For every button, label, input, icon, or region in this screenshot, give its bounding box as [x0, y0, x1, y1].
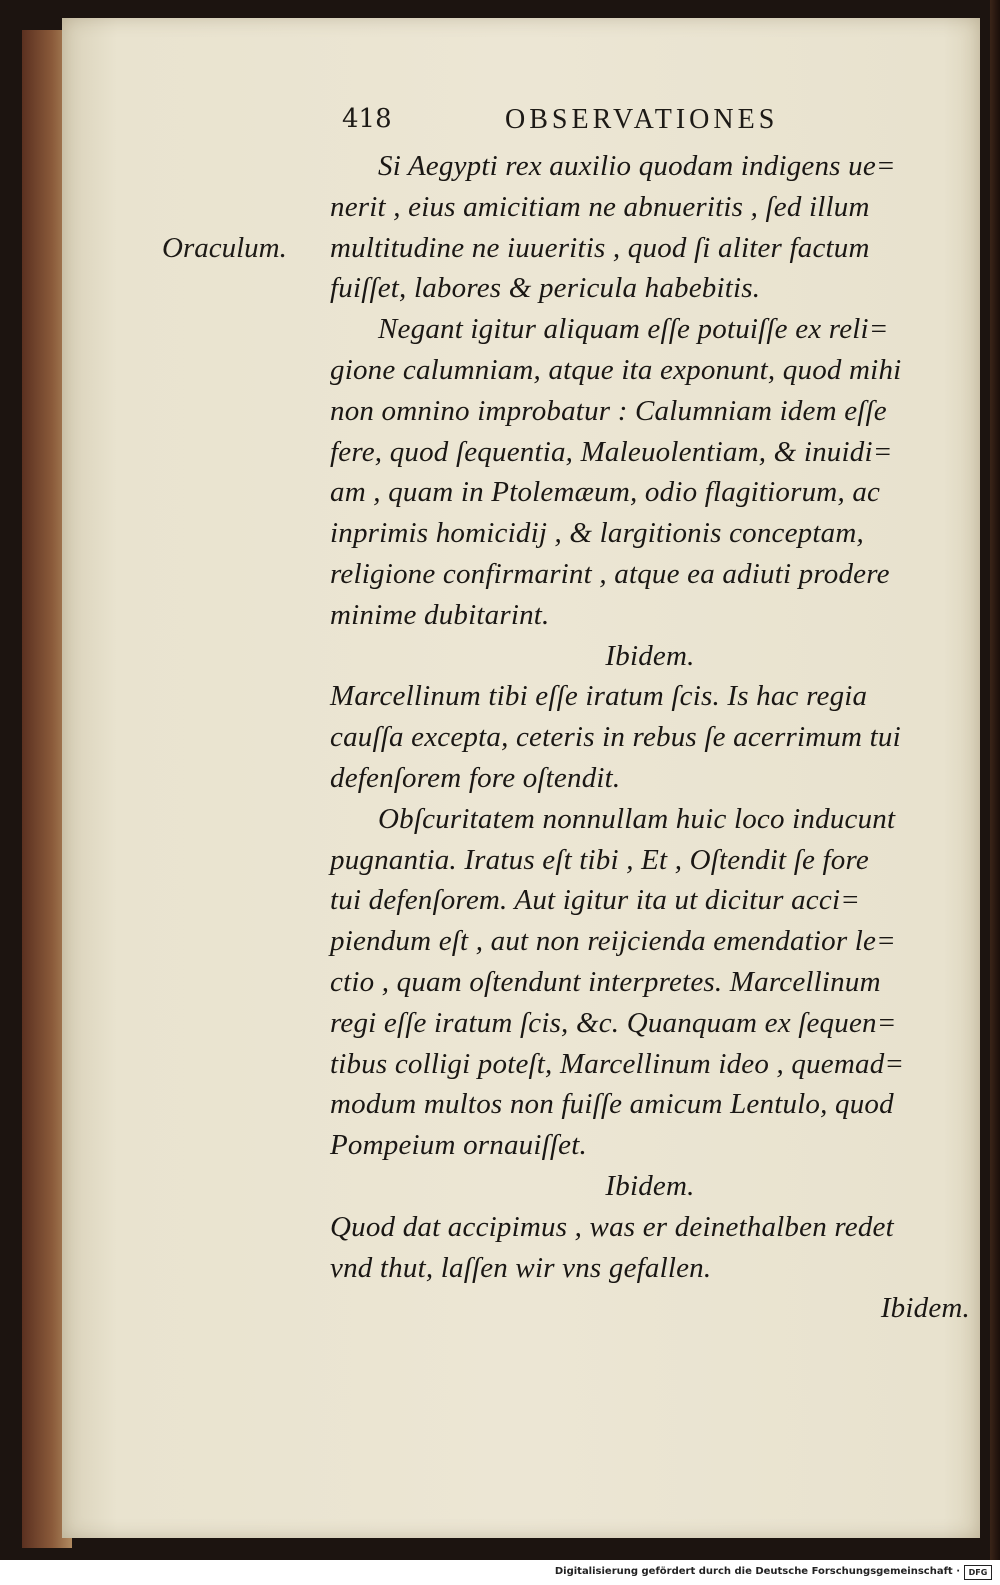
text-line: ctio , quam oſtendunt interpretes. Marcellinum [330, 965, 881, 998]
text-line: cauſſa excepta, ceteris in rebus ſe acerrimum tui [330, 721, 901, 754]
text-line: minime dubitarint. [330, 598, 550, 631]
text-line: piendum eſt , aut non reijcienda emendatior le= [330, 925, 896, 958]
text-line: multitudine ne iuueritis , quod ſi aliter factum [330, 231, 870, 264]
text-line: pugnantia. Iratus eſt tibi , Et , Oſtendit ſe fore [330, 843, 869, 876]
text-line: am , quam in Ptolemæum, odio flagitiorum, ac [330, 476, 881, 509]
text-line: regi eſſe iratum ſcis, &c. Quanquam ex ſequen= [330, 1006, 897, 1039]
scan-right-edge [990, 0, 1000, 1560]
text-line: Quod dat accipimus , was er deinethalben redet [330, 1210, 894, 1243]
margin-note: Oraculum. [162, 232, 287, 264]
text-line: inprimis homicidij , & largitionis conceptam, [330, 517, 864, 550]
text-line: vnd thut, laſſen wir vns gefallen. [330, 1251, 712, 1284]
text-line: Pompeium ornauiſſet. [330, 1129, 587, 1162]
text-line: Si Aegypti rex auxilio quodam indigens ue= [378, 150, 896, 182]
page-number: 418 [342, 104, 392, 134]
funding-credit: Digitalisierung gefördert durch die Deutsche Forschungsgemeinschaft · [554, 1566, 960, 1577]
text-line: nerit , eius amicitiam ne abnueritis , ſed illum [330, 190, 870, 223]
section-heading: Ibidem. [605, 639, 695, 672]
text-line: fuiſſet, labores & pericula habebitis. [330, 272, 761, 305]
text-line: gione calumniam, atque ita exponunt, quod mihi [330, 353, 902, 386]
text-line: tui defenſorem. Aut igitur ita ut dicitur acci= [330, 884, 860, 917]
book-page [62, 18, 980, 1538]
text-line: tibus colligi poteſt, Marcellinum ideo , quemad= [330, 1047, 905, 1080]
text-line: modum multos non fuiſſe amicum Lentulo, quod [330, 1088, 894, 1121]
footer-bar [0, 1560, 1000, 1585]
section-heading: Ibidem. [880, 1292, 970, 1325]
running-title: OBSERVATIONES [505, 104, 779, 135]
text-line: fere, quod ſequentia, Maleuolentiam, & inuidi= [330, 435, 893, 468]
text-line: Negant igitur aliquam eſſe potuiſſe ex reli= [378, 313, 889, 346]
body-text [330, 146, 970, 1329]
dfg-logo: DFG [964, 1565, 992, 1580]
text-line: Obſcuritatem nonnullam huic loco inducunt [378, 802, 896, 835]
text-line: religione confirmarint , atque ea adiuti prodere [330, 557, 890, 590]
page-header [62, 104, 980, 144]
section-heading: Ibidem. [605, 1169, 695, 1202]
text-line: Marcellinum tibi eſſe iratum ſcis. Is hac regia [330, 680, 868, 713]
text-line: non omnino improbatur : Calumniam idem eſſe [330, 394, 887, 427]
text-line: defenſorem fore oſtendit. [330, 761, 621, 794]
